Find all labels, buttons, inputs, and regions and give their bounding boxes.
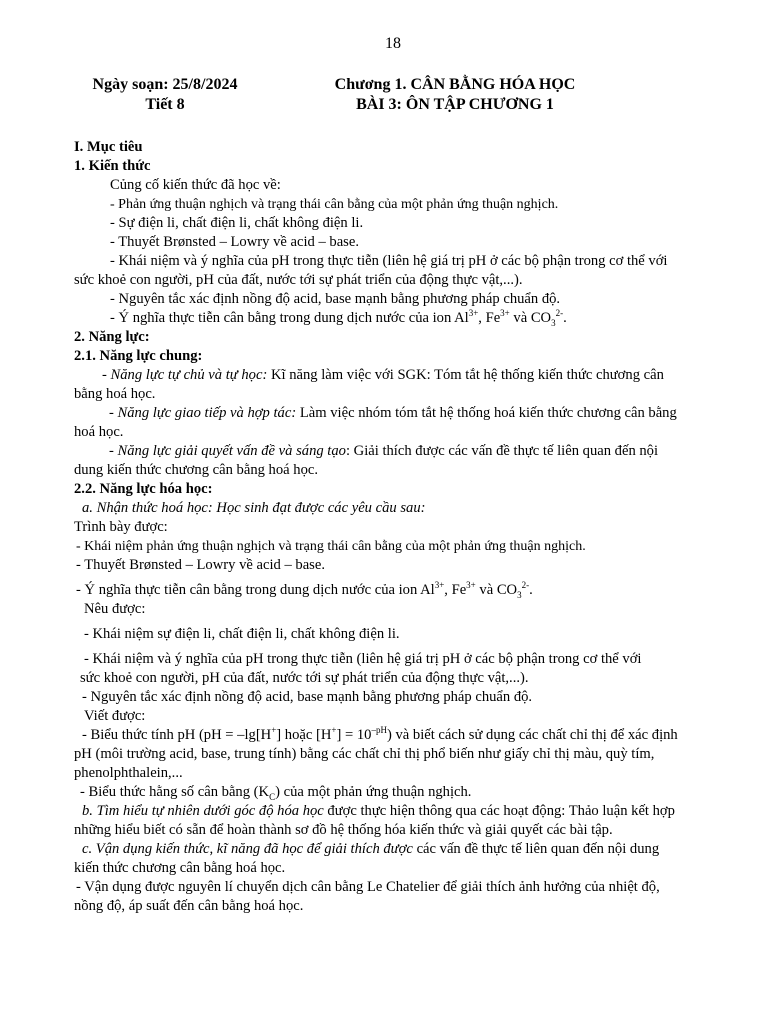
paragraph: b. Tìm hiểu tự nhiên dưới góc độ hóa học được thực hiện thông qua các hoạt động: Thảo luận kết hợp [82,803,675,819]
bullet-item: - Biểu thức tính pH (pH = –lg[H+] hoặc $[H^+] = 10^{-pH}$) và biết cách sử dụng các chất chỉ thị để xác định [82,725,678,743]
competency-continuation: dung kiến thức chương cân bằng hoá học. [74,462,318,478]
bullet-item: - Phản ứng thuận nghịch và trạng thái cân bằng của một phản ứng thuận nghịch. [110,197,559,212]
bullet-item: - Khái niệm sự điện li, chất điện li, chất không điện li. [84,626,400,642]
header-left [80,75,250,115]
lesson-number: Tiết 8 [145,96,185,113]
bullet-item: - Biểu thức hằng số cân bằng $(K_C)$ của một phản ứng thuận nghịch. [80,784,472,802]
bullet-continuation: sức khoẻ con người, pH của đất, nước tới sự phát triển của động thực vật,...). [74,272,523,288]
paragraph: Nêu được: [84,601,146,617]
header-right [300,75,610,115]
paragraph-continuation: những hiểu biết có sẵn để hoàn thành sơ đồ hệ thống hóa kiến thức và giải quyết các bài tập. [74,822,613,838]
subsection-heading: 2.1. Năng lực chung: [74,348,203,364]
bullet-item: - Khái niệm phản ứng thuận nghịch và trạng thái cân bằng của một phản ứng thuận nghịch. [76,539,586,554]
bullet-item: - Sự điện li, chất điện li, chất không điện li. [110,215,364,231]
date-line: Ngày soạn: 25/8/2024 [92,76,238,93]
bullet-item: - Khái niệm và ý nghĩa của pH trong thực tiễn (liên hệ giá trị pH ở các bộ phận trong cơ thể với [84,651,642,667]
lesson-title: BÀI 3: ÔN TẬP CHƯƠNG 1 [356,96,554,113]
bullet-item: - Nguyên tắc xác định nồng độ acid, base mạnh bằng phương pháp chuẩn độ. [82,689,533,705]
paragraph: c. Vận dụng kiến thức, kĩ năng đã học để giải thích được các vấn đề thực tế liên quan đến nội dung [82,841,660,857]
subsection-heading: 1. Kiến thức [74,158,151,174]
bullet-continuation: phenolphthalein,... [74,765,183,781]
paragraph: Củng cố kiến thức đã học về: [110,177,281,193]
paragraph: Trình bày được: [74,519,168,535]
paragraph-continuation: kiến thức chương cân bằng hoá học. [74,860,286,876]
bullet-item: - Nguyên tắc xác định nồng độ acid, base mạnh bằng phương pháp chuẩn độ. [110,291,561,307]
competency-item: - Năng lực tự chủ và tự học: Kĩ năng làm việc với SGK: Tóm tắt hệ thống kiến thức chương cân [102,367,664,383]
competency-item: - Năng lực giao tiếp và hợp tác: Làm việc nhóm tóm tắt hệ thống hoá kiến thức chương cân bằng [109,405,677,421]
paragraph: Viết được: [84,708,146,724]
section-heading: I. Mục tiêu [74,139,143,155]
bullet-continuation: pH (môi trường acid, base, trung tính) bằng các chất chỉ thị phổ biến như giấy chỉ thị màu, quỳ tím, [74,746,655,762]
page-number: 18 [385,35,401,52]
bullet-continuation: nồng độ, áp suất đến cân bằng hoá học. [74,898,304,914]
bullet-item: - Vận dụng được nguyên lí chuyển dịch cân bằng Le Chatelier để giải thích ảnh hưởng của nhiệt độ, [76,879,660,895]
bullet-item: - Ý nghĩa thực tiễn cân bằng trong dung dịch nước của ion $Al^{3+}$, $Fe^{3+}$ và $CO_3^{2-}$. [110,308,567,328]
competency-continuation: bằng hoá học. [74,386,156,402]
bullet-item: - Thuyết Brønsted – Lowry về acid – base. [76,557,325,573]
subsection-heading: 2.2. Năng lực hóa học: [74,481,213,497]
bullet-item: - Ý nghĩa thực tiễn cân bằng trong dung dịch nước của ion $Al^{3+}$, $Fe^{3+}$ và $CO_3^{2-}$. [76,580,533,600]
competency-item: - Năng lực giải quyết vấn đề và sáng tạo: Giải thích được các vấn đề thực tế liên quan đến nội [109,443,659,459]
bullet-item: - Thuyết Brønsted – Lowry về acid – base. [110,234,359,250]
bullet-item: - Khái niệm và ý nghĩa của pH trong thực tiễn (liên hệ giá trị pH ở các bộ phận trong cơ thể với [110,253,668,269]
section-heading: 2. Năng lực: [74,329,150,345]
chapter-title: Chương 1. CÂN BẰNG HÓA HỌC [334,76,576,93]
paragraph: a. Nhận thức hoá học: Học sinh đạt được các yêu cầu sau: [82,500,426,516]
competency-continuation: hoá học. [74,424,124,440]
bullet-continuation: sức khoẻ con người, pH của đất, nước tới sự phát triển của động thực vật,...). [80,670,529,686]
document-body [74,138,714,916]
